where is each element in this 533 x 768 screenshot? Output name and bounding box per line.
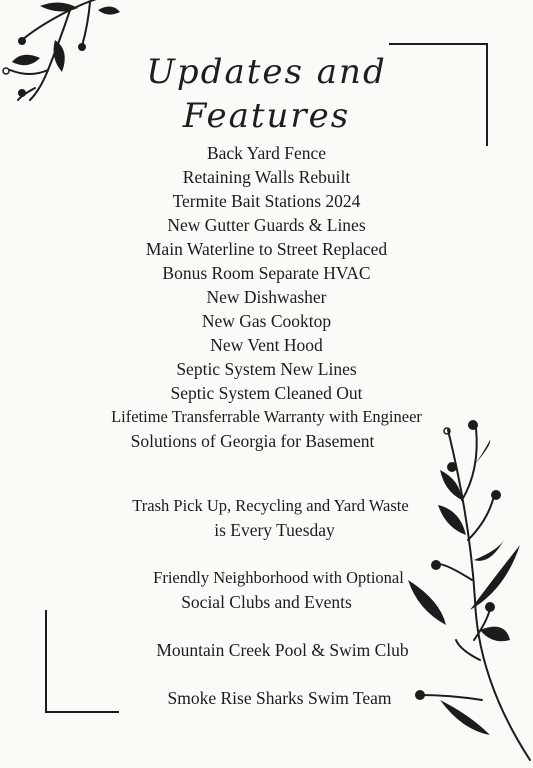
feature-item: Septic System Cleaned Out [170,383,363,403]
page-title-second-line: Features [182,96,351,136]
feature-item: Main Waterline to Street Replaced [145,239,388,259]
frame-bottom-edge [45,711,119,713]
neighborhood-info-clubs: Social Clubs and Events [181,592,352,612]
pool-info: Mountain Creek Pool & Swim Club [156,640,409,660]
frame-top-edge [389,43,488,45]
page-title: Updates and [146,52,387,92]
neighborhood-info: Friendly Neighborhood with Optional [153,568,404,587]
feature-item: Solutions of Georgia for Basement [130,431,375,451]
feature-item: Retaining Walls Rebuilt [182,167,351,187]
trash-info-day: is Every Tuesday [214,520,335,540]
trash-info: Trash Pick Up, Recycling and Yard Waste [132,496,409,515]
feature-item: New Gutter Guards & Lines [167,215,366,235]
feature-item: Bonus Room Separate HVAC [162,263,371,283]
feature-item: New Dishwasher [206,287,327,307]
feature-item: Back Yard Fence [206,143,327,163]
feature-item: New Vent Hood [210,335,323,355]
feature-item: New Gas Cooktop [201,311,332,331]
feature-item: Lifetime Transferrable Warranty with Engineer [111,407,422,426]
feature-item: Termite Bait Stations 2024 [172,191,361,211]
feature-item: Septic System New Lines [176,359,357,379]
swim-team-info: Smoke Rise Sharks Swim Team [167,688,392,708]
